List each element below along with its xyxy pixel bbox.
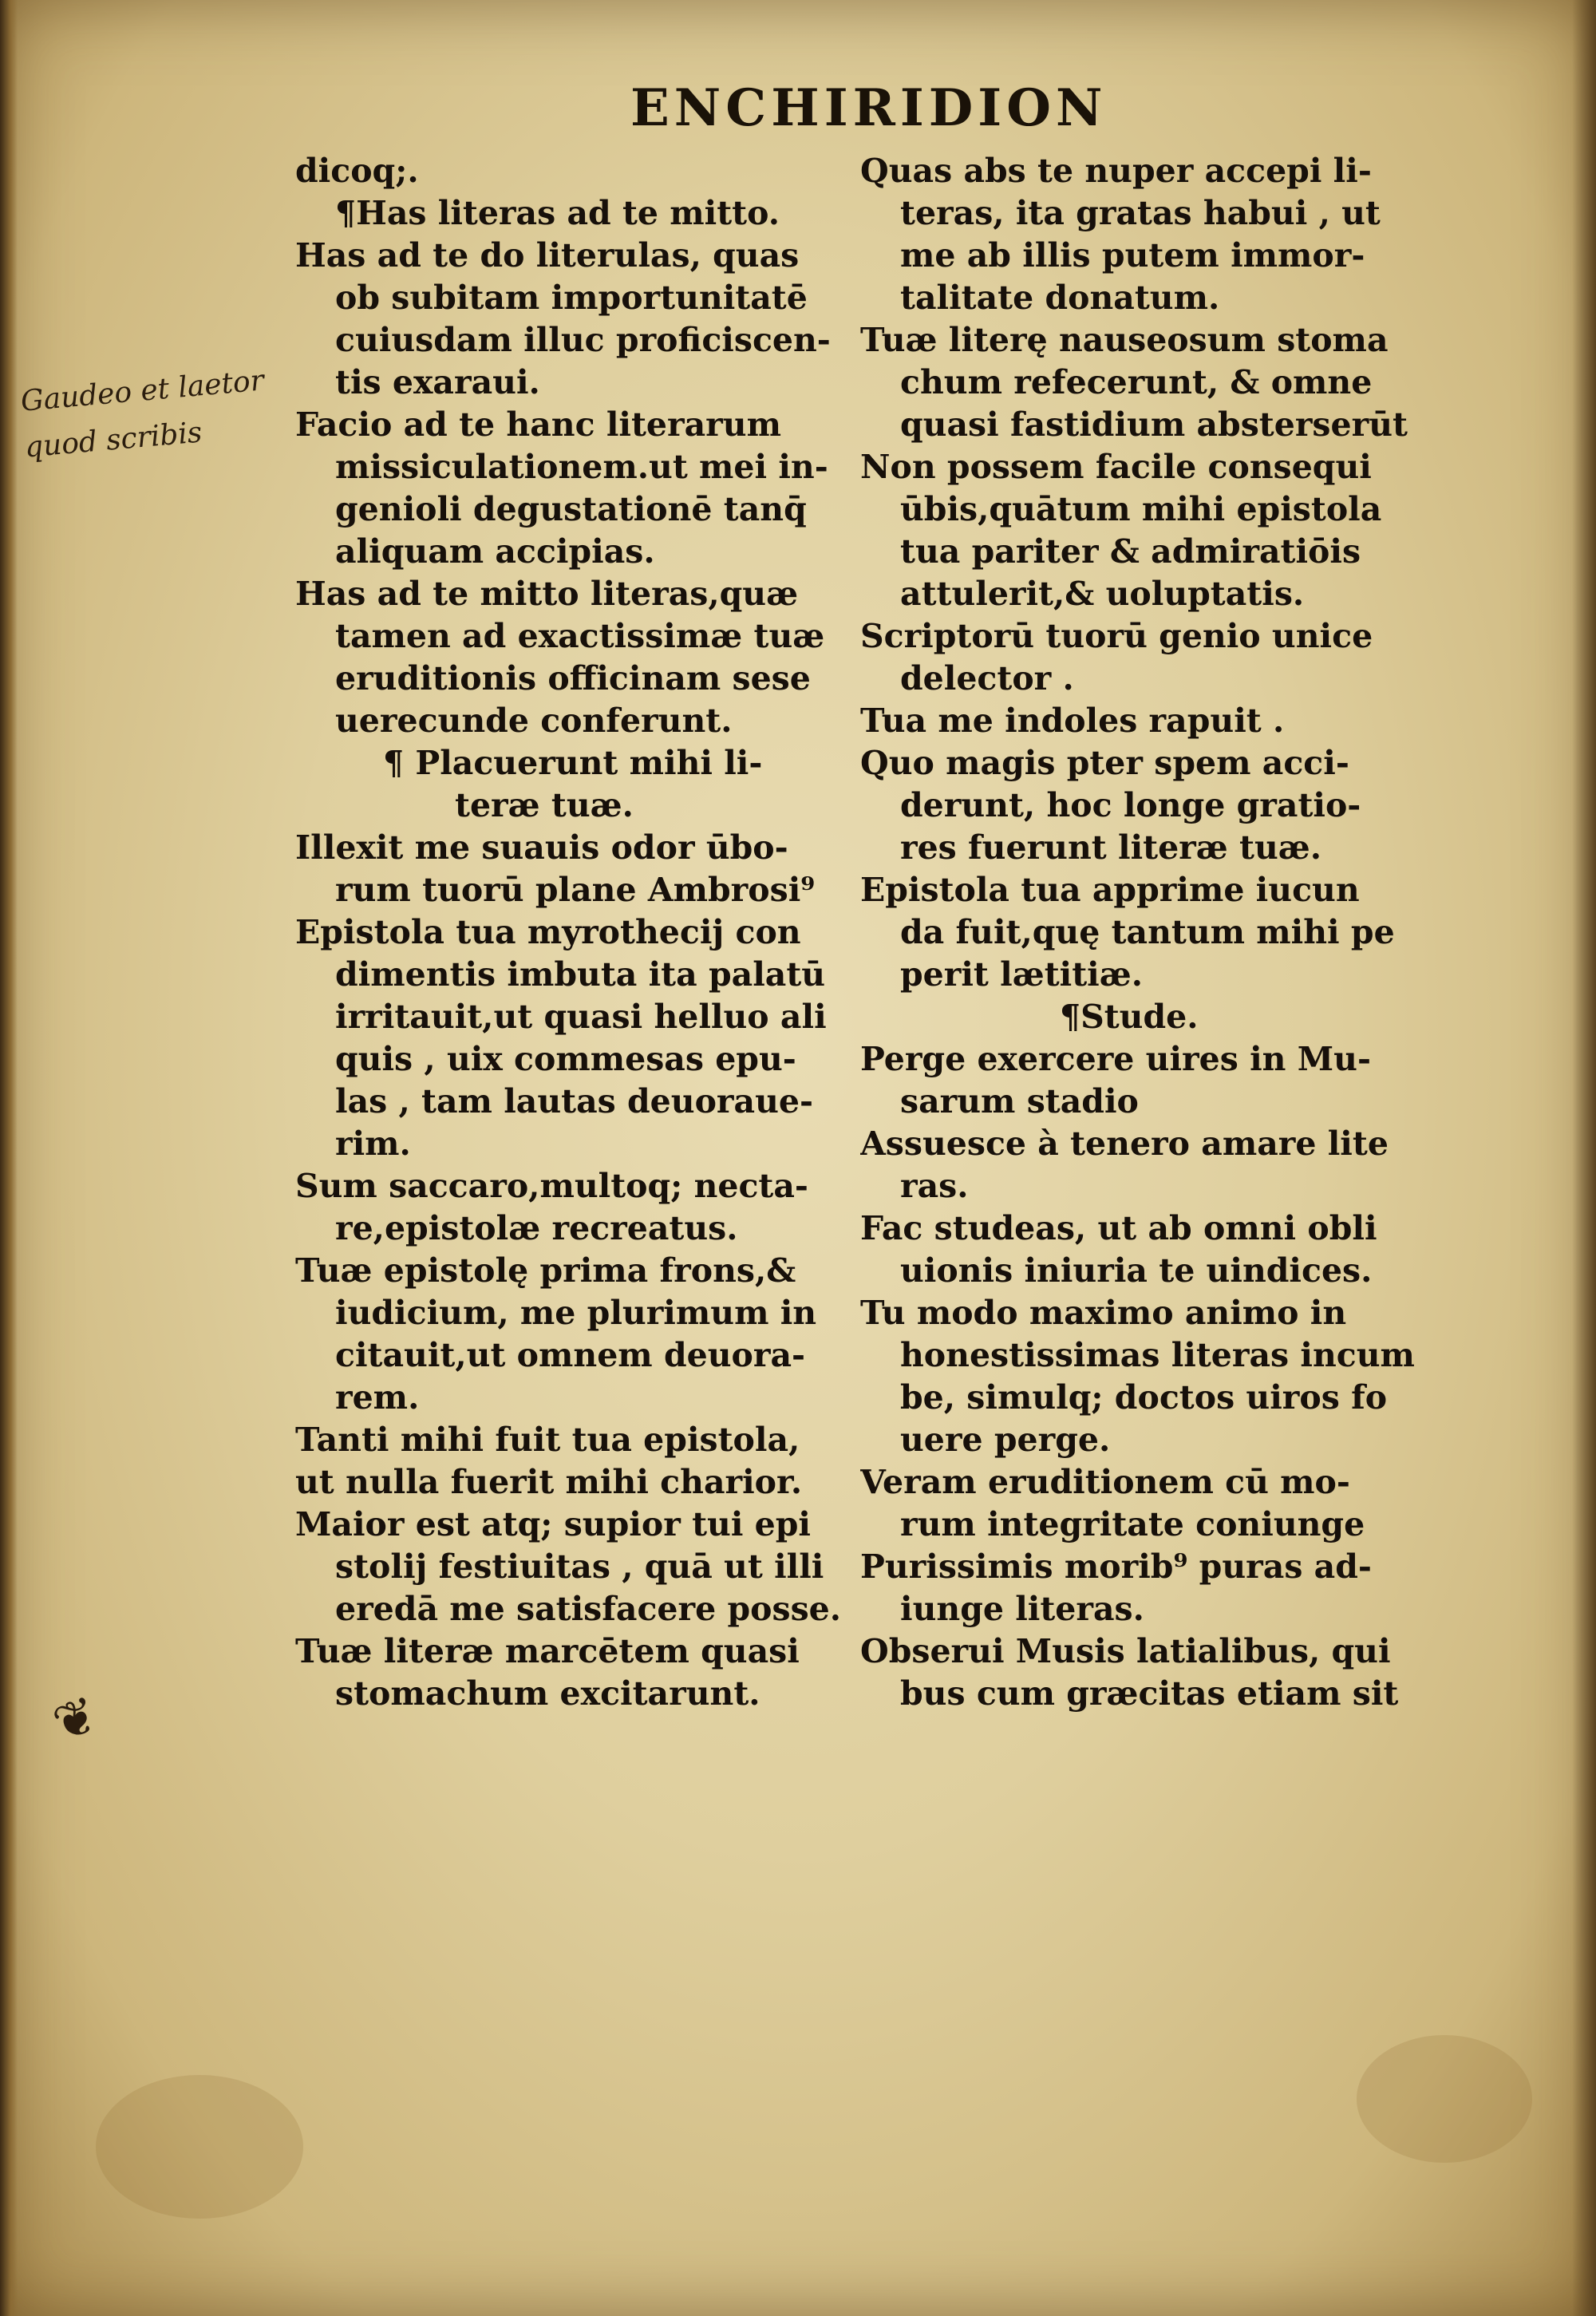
- text-line: me ab illis putem immor-: [900, 236, 1365, 275]
- text-line: uere perge.: [900, 1421, 1111, 1459]
- text-line: Tuæ epistolę prima frons,&: [295, 1251, 796, 1290]
- running-head: ENCHIRIDION: [630, 78, 1108, 138]
- text-line: Quo magis pter spem acci-: [860, 744, 1349, 782]
- text-line: Veram eruditionem cū mo-: [860, 1463, 1350, 1501]
- text-line: talitate donatum.: [900, 279, 1220, 317]
- text-line: citauit,ut omnem deuora-: [335, 1336, 806, 1374]
- text-line: Tuæ literę nauseosum stoma: [860, 321, 1389, 359]
- text-line: dimentis imbuta ita palatū: [335, 955, 826, 994]
- text-line: teræ tuæ.: [455, 786, 634, 824]
- text-line: Obserui Musis latialibus, qui: [860, 1632, 1391, 1670]
- text-line: eruditionis officinam sese: [335, 659, 811, 698]
- ink-blot-icon: ❦: [45, 1685, 106, 1755]
- text-line: dicoq;.: [295, 152, 419, 190]
- text-line: delector .: [900, 659, 1074, 698]
- text-line: quis , uix commesas epu-: [335, 1040, 796, 1078]
- text-line: Has ad te mitto literas,quæ: [295, 575, 799, 613]
- text-line: Maior est atq; supior tui epi: [295, 1505, 811, 1543]
- text-line: Fac studeas, ut ab omni obli: [860, 1209, 1377, 1247]
- text-line: perit lætitiæ.: [900, 955, 1143, 994]
- right-text-column: [860, 150, 1435, 1715]
- text-line: rem.: [335, 1378, 420, 1417]
- text-line: da fuit,quę tantum mihi pe: [900, 913, 1395, 951]
- text-line: Quas abs te nuper accepi li-: [860, 152, 1372, 190]
- text-line: aliquam accipias.: [335, 532, 655, 571]
- text-line: teras, ita gratas habui , ut: [900, 194, 1381, 232]
- text-line: Scriptorū tuorū genio unice: [860, 617, 1373, 655]
- text-line: Assuesce à tenero amare lite: [860, 1124, 1389, 1163]
- text-line: uionis iniuria te uindices.: [900, 1251, 1373, 1290]
- text-line: ¶Has literas ad te mitto.: [335, 194, 780, 232]
- text-line: eredā me satisfacere posse.: [335, 1590, 842, 1628]
- text-line: res fuerunt literæ tuæ.: [900, 828, 1322, 867]
- handwritten-marginalia: [19, 355, 298, 471]
- text-line: iunge literas.: [900, 1590, 1144, 1628]
- text-line: Tuæ literæ marcētem quasi: [295, 1632, 800, 1670]
- text-line: derunt, hoc longe gratio-: [900, 786, 1361, 824]
- text-line: Non possem facile consequi: [860, 448, 1372, 486]
- text-line: bus cum græcitas etiam sit: [900, 1674, 1399, 1713]
- text-line: Tanti mihi fuit tua epistola,: [295, 1421, 800, 1459]
- text-line: irritauit,ut quasi helluo ali: [335, 998, 827, 1036]
- paper-stain: [1357, 2035, 1532, 2163]
- text-line: stolij festiuitas , quā ut illi: [335, 1547, 824, 1586]
- text-line: ūbis,quātum mihi epistola: [900, 490, 1382, 528]
- text-line: rum tuorū plane Ambrosi⁹: [335, 871, 816, 909]
- page-right-edge: [1572, 0, 1596, 2316]
- text-line: quasi fastidium absterserūt: [900, 405, 1408, 444]
- text-line: uerecunde conferunt.: [335, 702, 733, 740]
- text-line: Perge exercere uires in Mu-: [860, 1040, 1371, 1078]
- text-line: las , tam lautas deuoraue-: [335, 1082, 814, 1120]
- text-line: tis exaraui.: [335, 363, 540, 401]
- text-line: cuiusdam illuc proficiscen-: [335, 321, 831, 359]
- text-line: Has ad te do literulas, quas: [295, 236, 800, 275]
- page-left-edge: [0, 0, 18, 2316]
- text-line: Sum saccaro,multoq; necta-: [295, 1167, 808, 1205]
- text-line: re,epistolæ recreatus.: [335, 1209, 738, 1247]
- marginalia-line: Gaudeo et laetor: [19, 364, 266, 418]
- text-line: attulerit,& uoluptatis.: [900, 575, 1305, 613]
- text-line: genioli degustationē tanq̄: [335, 490, 807, 528]
- text-line: honestissimas literas incum: [900, 1336, 1415, 1374]
- text-line: rum integritate coniunge: [900, 1505, 1365, 1543]
- marginalia-line: quod scribis: [23, 416, 203, 464]
- text-line: Epistola tua apprime iucun: [860, 871, 1360, 909]
- paper-stain: [96, 2075, 303, 2219]
- text-line: sarum stadio: [900, 1082, 1139, 1120]
- text-line: missiculationem.ut mei in-: [335, 448, 828, 486]
- text-line: stomachum excitarunt.: [335, 1674, 760, 1713]
- text-line: iudicium, me plurimum in: [335, 1294, 817, 1332]
- text-line: Tu modo maximo animo in: [860, 1294, 1347, 1332]
- text-line: Illexit me suauis odor ūbo-: [295, 828, 788, 867]
- text-line: ob subitam importunitatē: [335, 279, 808, 317]
- text-line: Facio ad te hanc literarum: [295, 405, 781, 444]
- text-line: Tua me indoles rapuit .: [860, 702, 1285, 740]
- text-line: tua pariter & admiratiōis: [900, 532, 1361, 571]
- text-line: ¶Stude.: [1060, 998, 1199, 1036]
- text-line: be, simulq; doctos uiros fo: [900, 1378, 1388, 1417]
- text-line: Purissimis morib⁹ puras ad-: [860, 1547, 1372, 1586]
- text-line: chum refecerunt, & omne: [900, 363, 1373, 401]
- text-line: ras.: [900, 1167, 969, 1205]
- text-line: ¶ Placuerunt mihi li-: [383, 744, 763, 782]
- text-line: ut nulla fuerit mihi charior.: [295, 1463, 803, 1501]
- text-line: rim.: [335, 1124, 411, 1163]
- text-line: Epistola tua myrothecij con: [295, 913, 801, 951]
- text-line: tamen ad exactissimæ tuæ: [335, 617, 825, 655]
- left-text-column: [295, 150, 854, 1715]
